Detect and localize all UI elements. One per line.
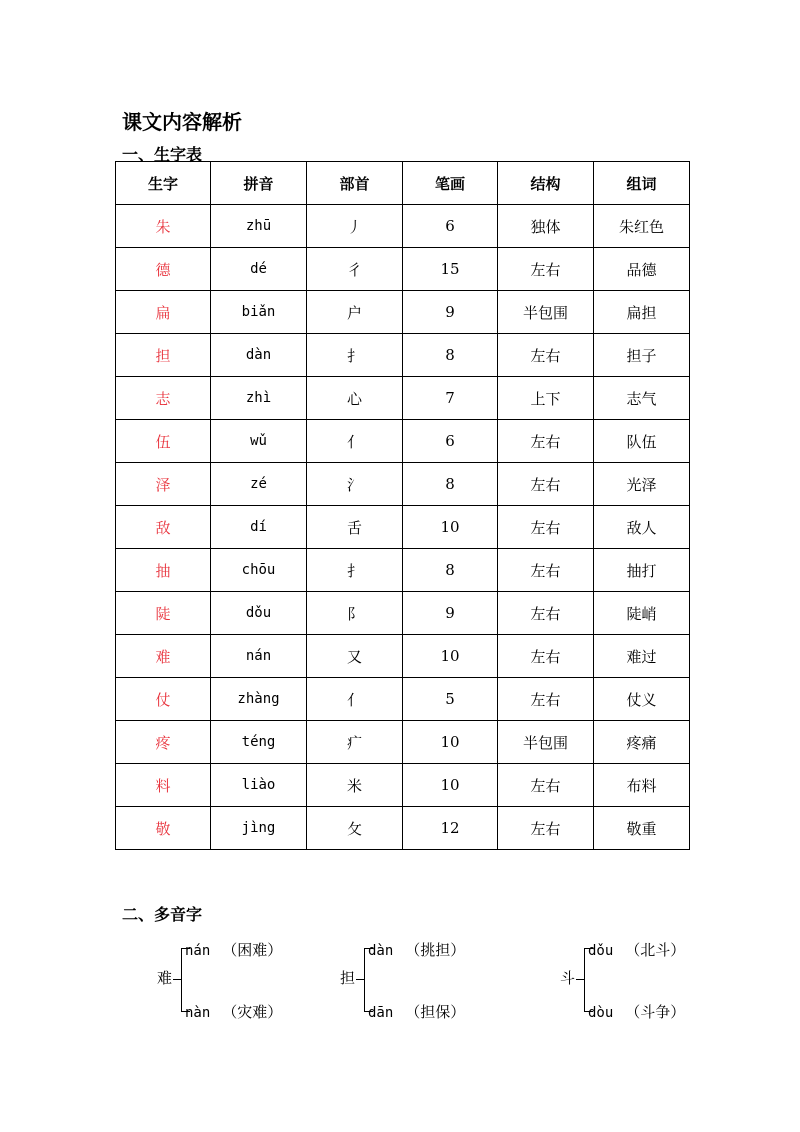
cell-words: 担子 — [594, 334, 690, 377]
reading-1 — [185, 939, 282, 960]
cell-strokes: 5 — [403, 678, 498, 721]
cell-radical: 扌 — [307, 334, 403, 377]
reading-2 — [368, 1001, 465, 1022]
cell-structure: 上下 — [498, 377, 594, 420]
reading-2-pinyin: nàn — [185, 1005, 211, 1021]
reading-2-word: （担保） — [405, 1003, 466, 1021]
cell-strokes: 15 — [403, 248, 498, 291]
table-row — [116, 592, 690, 635]
reading-1 — [588, 939, 685, 960]
reading-2 — [588, 1001, 685, 1022]
cell-structure: 左右 — [498, 635, 594, 678]
cell-pinyin: nán — [211, 635, 307, 678]
table-row — [116, 248, 690, 291]
cell-strokes: 9 — [403, 291, 498, 334]
table-row — [116, 764, 690, 807]
cell-pinyin: biǎn — [211, 291, 307, 334]
cell-pinyin: liào — [211, 764, 307, 807]
reading-2-pinyin: dān — [368, 1005, 394, 1021]
reading-1-word: （困难） — [222, 941, 283, 959]
cell-char: 敌 — [116, 506, 211, 549]
cell-char: 扁 — [116, 291, 211, 334]
table-row — [116, 807, 690, 850]
table-row — [116, 678, 690, 721]
table-row — [116, 205, 690, 248]
cell-strokes: 8 — [403, 463, 498, 506]
cell-words: 布料 — [594, 764, 690, 807]
table-row — [116, 549, 690, 592]
table-row — [116, 420, 690, 463]
table-row — [116, 506, 690, 549]
reading-1-pinyin: dàn — [368, 943, 394, 959]
cell-structure: 左右 — [498, 334, 594, 377]
cell-structure: 左右 — [498, 764, 594, 807]
cell-char: 伍 — [116, 420, 211, 463]
cell-pinyin: zé — [211, 463, 307, 506]
cell-radical: 彳 — [307, 248, 403, 291]
cell-words: 难过 — [594, 635, 690, 678]
cell-char: 志 — [116, 377, 211, 420]
cell-strokes: 6 — [403, 205, 498, 248]
cell-pinyin: chōu — [211, 549, 307, 592]
table-row — [116, 635, 690, 678]
cell-words: 朱红色 — [594, 205, 690, 248]
page-title: 课文内容解析 — [122, 110, 242, 134]
cell-structure: 左右 — [498, 549, 594, 592]
cell-words: 陡峭 — [594, 592, 690, 635]
reading-2-word: （斗争） — [625, 1003, 686, 1021]
polyphone-char: 担 — [340, 969, 356, 987]
cell-radical: 亻 — [307, 420, 403, 463]
cell-pinyin: dé — [211, 248, 307, 291]
reading-1-pinyin: nán — [185, 943, 211, 959]
cell-char: 担 — [116, 334, 211, 377]
cell-radical: 阝 — [307, 592, 403, 635]
cell-radical: 心 — [307, 377, 403, 420]
cell-char: 疼 — [116, 721, 211, 764]
cell-radical: 亻 — [307, 678, 403, 721]
cell-char: 陡 — [116, 592, 211, 635]
cell-structure: 左右 — [498, 592, 594, 635]
cell-structure: 半包围 — [498, 291, 594, 334]
cell-char: 泽 — [116, 463, 211, 506]
cell-strokes: 12 — [403, 807, 498, 850]
cell-words: 敬重 — [594, 807, 690, 850]
table-row — [116, 334, 690, 377]
cell-radical: 米 — [307, 764, 403, 807]
cell-radical: 户 — [307, 291, 403, 334]
table-row — [116, 721, 690, 764]
table-row — [116, 291, 690, 334]
cell-strokes: 9 — [403, 592, 498, 635]
cell-strokes: 8 — [403, 334, 498, 377]
header-strokes: 笔画 — [403, 162, 498, 205]
cell-pinyin: wǔ — [211, 420, 307, 463]
cell-strokes: 10 — [403, 764, 498, 807]
cell-words: 扁担 — [594, 291, 690, 334]
header-words: 组词 — [594, 162, 690, 205]
cell-strokes: 10 — [403, 635, 498, 678]
cell-char: 朱 — [116, 205, 211, 248]
header-pinyin: 拼音 — [211, 162, 307, 205]
cell-words: 仗义 — [594, 678, 690, 721]
reading-1-word: （挑担） — [405, 941, 466, 959]
cell-pinyin: jìng — [211, 807, 307, 850]
bracket-stem — [576, 979, 584, 980]
cell-strokes: 8 — [403, 549, 498, 592]
cell-char: 抽 — [116, 549, 211, 592]
section-heading-polyphones: 二、多音字 — [122, 905, 203, 924]
cell-radical: 舌 — [307, 506, 403, 549]
cell-strokes: 7 — [403, 377, 498, 420]
cell-char: 料 — [116, 764, 211, 807]
cell-words: 志气 — [594, 377, 690, 420]
cell-pinyin: zhū — [211, 205, 307, 248]
cell-radical: 又 — [307, 635, 403, 678]
cell-pinyin: dàn — [211, 334, 307, 377]
cell-structure: 左右 — [498, 678, 594, 721]
table-row — [116, 463, 690, 506]
cell-pinyin: téng — [211, 721, 307, 764]
cell-strokes: 6 — [403, 420, 498, 463]
cell-words: 抽打 — [594, 549, 690, 592]
cell-radical: 疒 — [307, 721, 403, 764]
cell-radical: 氵 — [307, 463, 403, 506]
header-structure: 结构 — [498, 162, 594, 205]
cell-pinyin: zhì — [211, 377, 307, 420]
reading-2 — [185, 1001, 282, 1022]
cell-words: 敌人 — [594, 506, 690, 549]
bracket-stem — [173, 979, 181, 980]
cell-structure: 独体 — [498, 205, 594, 248]
cell-radical: 扌 — [307, 549, 403, 592]
cell-char: 德 — [116, 248, 211, 291]
cell-radical: 丿 — [307, 205, 403, 248]
cell-radical: 攵 — [307, 807, 403, 850]
reading-1-pinyin: dǒu — [588, 943, 614, 959]
cell-words: 光泽 — [594, 463, 690, 506]
cell-strokes: 10 — [403, 721, 498, 764]
reading-1-word: （北斗） — [625, 941, 686, 959]
table-header-row — [116, 162, 690, 205]
cell-structure: 左右 — [498, 248, 594, 291]
cell-char: 仗 — [116, 678, 211, 721]
cell-char: 难 — [116, 635, 211, 678]
cell-structure: 左右 — [498, 463, 594, 506]
cell-words: 品德 — [594, 248, 690, 291]
cell-structure: 半包围 — [498, 721, 594, 764]
new-chars-table — [115, 161, 690, 850]
cell-pinyin: dí — [211, 506, 307, 549]
section-heading-new-chars: 一、生字表 — [122, 145, 203, 164]
cell-words: 疼痛 — [594, 721, 690, 764]
cell-pinyin: dǒu — [211, 592, 307, 635]
polyphone-char: 难 — [157, 969, 173, 987]
cell-char: 敬 — [116, 807, 211, 850]
cell-structure: 左右 — [498, 506, 594, 549]
table-row — [116, 377, 690, 420]
cell-structure: 左右 — [498, 807, 594, 850]
reading-2-pinyin: dòu — [588, 1005, 614, 1021]
cell-structure: 左右 — [498, 420, 594, 463]
cell-pinyin: zhàng — [211, 678, 307, 721]
reading-2-word: （灾难） — [222, 1003, 283, 1021]
polyphone-char: 斗 — [560, 969, 576, 987]
cell-words: 队伍 — [594, 420, 690, 463]
header-radical: 部首 — [307, 162, 403, 205]
cell-strokes: 10 — [403, 506, 498, 549]
bracket-stem — [356, 979, 364, 980]
reading-1 — [368, 939, 465, 960]
header-char: 生字 — [116, 162, 211, 205]
